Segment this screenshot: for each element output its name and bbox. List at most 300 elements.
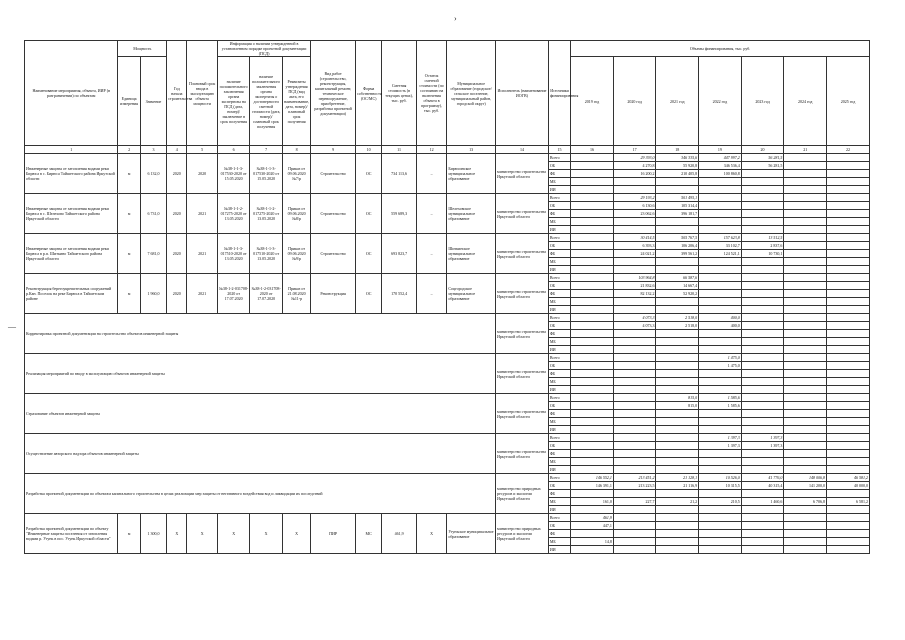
funding-value	[784, 218, 827, 226]
funding-value	[827, 178, 870, 186]
funding-value	[613, 442, 656, 450]
funding-value	[827, 250, 870, 258]
funding-value	[699, 282, 742, 290]
project-ownership: МС	[355, 514, 381, 554]
funding-value	[656, 338, 699, 346]
funding-value	[827, 314, 870, 322]
executor: министерство природных ресурсов и экологии Иркутской области	[496, 514, 549, 554]
funding-value	[784, 186, 827, 194]
funding-value	[827, 258, 870, 266]
funding-value	[827, 506, 870, 514]
project-estimate-cost: 461,9	[382, 514, 417, 554]
funding-value: 1 397,3	[741, 442, 784, 450]
funding-source: ФБ	[548, 530, 570, 538]
funding-value: 447,1	[571, 522, 614, 530]
column-number: 4	[167, 146, 187, 154]
project-doc-b: №38-1-1-3-017510-2020 от 13.05.2020	[250, 234, 282, 274]
funding-value	[741, 410, 784, 418]
header-name: Наименование мероприятия, объекта, ИИР (в разграничении) по объектам	[25, 41, 118, 146]
funding-value	[784, 290, 827, 298]
funding-value	[784, 202, 827, 210]
funding-value	[784, 234, 827, 242]
column-number: 5	[187, 146, 217, 154]
column-number: 22	[827, 146, 870, 154]
funding-value	[741, 258, 784, 266]
funding-value	[741, 450, 784, 458]
project-year-commission: 2020	[187, 154, 217, 194]
header-docs-a: наличие положительного заключения органа экспертизы на ПСД (дата, номер)/заключение в срок получения	[217, 57, 249, 146]
header-funding: Объемы финансирования, тыс. руб.	[571, 41, 870, 57]
funding-value	[613, 490, 656, 498]
funding-value	[784, 514, 827, 522]
funding-value	[656, 266, 699, 274]
funding-value: 400,0	[699, 322, 742, 330]
column-number: 3	[140, 146, 166, 154]
funding-value: 1 397,3	[699, 434, 742, 442]
funding-value	[741, 506, 784, 514]
funding-value: 10 526,0	[699, 474, 742, 482]
header-work-type: Вид работ (строительство, реконструкция, капитальный ремонт, техническое перевооружение, приобретение, разработка проектной документации)	[311, 41, 356, 146]
funding-value	[656, 506, 699, 514]
funding-source: ОБ	[548, 202, 570, 210]
funding-value: 55 920,8	[656, 162, 699, 170]
funding-value	[571, 162, 614, 170]
funding-value	[741, 314, 784, 322]
funding-source: ОБ	[548, 362, 570, 370]
project-year-start: 2020	[167, 194, 187, 234]
funding-value	[656, 458, 699, 466]
funding-source: Всего	[548, 154, 570, 162]
funding-value	[613, 458, 656, 466]
column-number: 20	[741, 146, 784, 154]
funding-value	[613, 386, 656, 394]
funding-value: 13 512,5	[741, 234, 784, 242]
funding-value	[741, 210, 784, 218]
column-number: 10	[355, 146, 381, 154]
project-year-commission: 2021	[187, 234, 217, 274]
project-year-commission: X	[187, 514, 217, 554]
funding-value	[827, 426, 870, 434]
funding-value	[571, 210, 614, 218]
funding-value: 4 270,8	[613, 162, 656, 170]
funding-value: 6 706,8	[784, 498, 827, 506]
funding-value	[656, 330, 699, 338]
funding-value	[827, 186, 870, 194]
funding-value	[613, 538, 656, 546]
funding-source: МБ	[548, 218, 570, 226]
funding-value	[784, 330, 827, 338]
funding-value	[741, 490, 784, 498]
measure-name: Реализация мероприятий по вводу в эксплуатацию объектов инженерной защиты	[25, 354, 496, 394]
funding-value	[699, 194, 742, 202]
funding-value	[741, 426, 784, 434]
project-doc-c: Приказ от 09.06.2020 №8/р	[282, 194, 310, 234]
funding-value	[827, 242, 870, 250]
project-name: Инженерные защиты от затопления водами реки Бирюса в р.п. Шиткино Тайшетского района Иркутской области	[25, 234, 118, 274]
table-row	[25, 514, 870, 522]
funding-value: 10 730,1	[741, 250, 784, 258]
funding-value: 82 132,2	[613, 290, 656, 298]
funding-value	[571, 258, 614, 266]
funding-value: 141 200,0	[784, 482, 827, 490]
funding-value: 1 397,3	[699, 442, 742, 450]
funding-value	[656, 218, 699, 226]
funding-value	[699, 506, 742, 514]
funding-value	[741, 394, 784, 402]
funding-value	[741, 202, 784, 210]
header-year-2020: 2020 год	[613, 57, 656, 146]
funding-value	[571, 218, 614, 226]
funding-value	[613, 434, 656, 442]
funding-value	[699, 546, 742, 554]
column-number: 8	[282, 146, 310, 154]
funding-value	[656, 434, 699, 442]
funding-value	[571, 330, 614, 338]
funding-value	[571, 506, 614, 514]
funding-value	[613, 530, 656, 538]
funding-value	[613, 522, 656, 530]
funding-value	[827, 322, 870, 330]
project-unit: м	[118, 234, 140, 274]
funding-value	[741, 282, 784, 290]
funding-source: ОБ	[548, 322, 570, 330]
funding-value	[571, 290, 614, 298]
project-doc-a: X	[217, 514, 249, 554]
funding-value	[741, 186, 784, 194]
funding-value	[613, 346, 656, 354]
funding-value	[656, 522, 699, 530]
project-ownership: ОС	[355, 274, 381, 314]
header-year-start: Год начала строительства	[167, 41, 187, 146]
funding-value	[571, 266, 614, 274]
project-doc-c: Приказ от 09.06.2020 №9/р	[282, 234, 310, 274]
funding-value	[741, 298, 784, 306]
funding-value	[656, 410, 699, 418]
funding-source: МБ	[548, 498, 570, 506]
funding-value	[827, 466, 870, 474]
funding-value	[571, 386, 614, 394]
funding-value	[741, 170, 784, 178]
funding-source: МБ	[548, 298, 570, 306]
investment-program-table	[24, 40, 870, 554]
funding-value	[613, 258, 656, 266]
funding-source: ОБ	[548, 402, 570, 410]
funding-value	[613, 226, 656, 234]
funding-source: МБ	[548, 258, 570, 266]
funding-value	[827, 546, 870, 554]
project-doc-c: X	[282, 514, 310, 554]
funding-value	[784, 530, 827, 538]
funding-value	[827, 346, 870, 354]
funding-value	[827, 226, 870, 234]
funding-value	[699, 530, 742, 538]
funding-value: 21,2	[656, 498, 699, 506]
funding-value	[656, 538, 699, 546]
funding-value	[571, 346, 614, 354]
funding-source: Всего	[548, 394, 570, 402]
funding-value	[827, 282, 870, 290]
project-capacity: 6 132,0	[140, 154, 166, 194]
funding-value: 21 832,6	[613, 282, 656, 290]
column-number: 17	[613, 146, 656, 154]
funding-value: 106 206,4	[656, 242, 699, 250]
funding-value	[571, 378, 614, 386]
executor: министерство строительства Иркутской области	[496, 354, 549, 394]
funding-value: 146 552,1	[571, 474, 614, 482]
column-number: 15	[548, 146, 570, 154]
column-number: 7	[250, 146, 282, 154]
funding-value: 100 860,8	[699, 170, 742, 178]
funding-value	[741, 402, 784, 410]
funding-value	[571, 442, 614, 450]
project-doc-a: №38-1-1-2-017275-2020 от 13.05.2020	[217, 194, 249, 234]
header-year-2023: 2023 год	[741, 57, 784, 146]
funding-value	[784, 170, 827, 178]
funding-value	[784, 154, 827, 162]
funding-value: 46 581,2	[827, 474, 870, 482]
funding-value	[827, 362, 870, 370]
project-year-commission: 2021	[187, 194, 217, 234]
funding-value	[784, 426, 827, 434]
funding-value	[827, 450, 870, 458]
column-number: 1	[25, 146, 118, 154]
funding-value: 157 623,8	[699, 234, 742, 242]
header-value: Значение	[140, 57, 166, 146]
project-work-type: Строительство	[311, 194, 356, 234]
funding-source: Всего	[548, 234, 570, 242]
funding-value	[571, 394, 614, 402]
funding-source: Всего	[548, 314, 570, 322]
funding-value	[827, 434, 870, 442]
funding-value	[699, 330, 742, 338]
measure-name: Разработка проектной документации по объектам капитального строительства в целях реализации мер защиты от негативного воздействия вод и ликвидации их последствий	[25, 474, 496, 514]
funding-value	[827, 370, 870, 378]
funding-value	[571, 418, 614, 426]
column-number: 2	[118, 146, 140, 154]
funding-value	[827, 154, 870, 162]
funding-value: 161,0	[571, 498, 614, 506]
project-doc-c: Приказ от 21.08.2020 №11-р	[282, 274, 310, 314]
table-body	[25, 154, 870, 554]
funding-value: 447 997,2	[699, 154, 742, 162]
funding-value: 1 585,6	[699, 394, 742, 402]
table-row	[25, 274, 870, 282]
funding-value	[571, 546, 614, 554]
header-capacity: Мощность	[118, 41, 167, 57]
funding-value	[741, 330, 784, 338]
funding-value	[571, 354, 614, 362]
funding-value	[613, 410, 656, 418]
funding-value	[784, 538, 827, 546]
project-doc-b: №38-1-2-031708-2020 от 17.07.2020	[250, 274, 282, 314]
funding-value	[656, 442, 699, 450]
funding-value	[699, 490, 742, 498]
funding-source: ИИ	[548, 306, 570, 314]
funding-value: 6 393,3	[613, 242, 656, 250]
project-name: Инженерные защиты от затопления водами реки Бирюса в с. Шелехово Тайшетского района Иркутской области	[25, 194, 118, 234]
table-row	[25, 434, 870, 442]
funding-value	[571, 154, 614, 162]
funding-value	[741, 274, 784, 282]
funding-value	[784, 394, 827, 402]
header-docs-b: наличие положительного заключения органа экспертизы о достоверности сметной стоимости (дата, номер)/ плановый срок получения	[250, 57, 282, 146]
funding-value	[827, 490, 870, 498]
funding-value: 346 536,4	[699, 162, 742, 170]
project-estimate-cost: 559 689,3	[382, 194, 417, 234]
funding-value	[741, 418, 784, 426]
funding-value	[784, 362, 827, 370]
project-doc-a: №38-1-2-031708-2020 от 17.07.2020	[217, 274, 249, 314]
funding-value	[699, 410, 742, 418]
funding-source: ОБ	[548, 282, 570, 290]
project-unit: м	[118, 274, 140, 314]
funding-value	[571, 250, 614, 258]
column-number: 14	[496, 146, 549, 154]
column-number: 16	[571, 146, 614, 154]
funding-value: 210 405,8	[656, 170, 699, 178]
funding-value	[571, 402, 614, 410]
funding-value	[613, 402, 656, 410]
project-municipality: Шиткинское муниципальное образование	[447, 234, 496, 274]
funding-value	[699, 290, 742, 298]
funding-value	[571, 194, 614, 202]
funding-value: 40 315,4	[741, 482, 784, 490]
project-doc-a: №38-1-1-3-017510-2020 от 13.05.2020	[217, 234, 249, 274]
executor: министерство строительства Иркутской области	[496, 194, 549, 234]
funding-value	[784, 298, 827, 306]
funding-value	[656, 354, 699, 362]
column-number: 21	[784, 146, 827, 154]
funding-value	[784, 506, 827, 514]
funding-value	[827, 170, 870, 178]
funding-value	[699, 186, 742, 194]
funding-value	[613, 354, 656, 362]
funding-value	[827, 338, 870, 346]
funding-value	[571, 338, 614, 346]
funding-value: 2 518,0	[656, 322, 699, 330]
project-municipality: Бирюсинское муниципальное образование	[447, 154, 496, 194]
funding-value	[827, 522, 870, 530]
funding-value	[741, 538, 784, 546]
funding-value	[656, 178, 699, 186]
funding-value	[784, 306, 827, 314]
funding-value	[571, 178, 614, 186]
funding-source: Всего	[548, 274, 570, 282]
funding-value	[656, 426, 699, 434]
funding-value	[571, 306, 614, 314]
funding-source: ИИ	[548, 426, 570, 434]
funding-value	[571, 362, 614, 370]
funding-source: Всего	[548, 194, 570, 202]
project-capacity: 1 300,0	[140, 514, 166, 554]
funding-value: 4 073,3	[613, 314, 656, 322]
funding-value	[827, 330, 870, 338]
column-number: 11	[382, 146, 417, 154]
project-estimate-cost: 170 552,4	[382, 274, 417, 314]
funding-value	[656, 386, 699, 394]
header-ownership: Форма собственности (ОС/МС)	[355, 41, 381, 146]
funding-value	[784, 378, 827, 386]
header-estimate-cost: Сметная стоимость (в текущих ценах), тыс. руб.	[382, 41, 417, 146]
funding-source: ИИ	[548, 506, 570, 514]
measure-name: Корректировка проектной документации на строительство объектов инженерной защиты	[25, 314, 496, 354]
funding-value	[656, 362, 699, 370]
funding-source: Всего	[548, 514, 570, 522]
funding-source: МБ	[548, 418, 570, 426]
funding-value	[613, 378, 656, 386]
funding-value	[656, 346, 699, 354]
funding-value: 41 776,0	[741, 474, 784, 482]
column-number: 9	[311, 146, 356, 154]
funding-value	[784, 282, 827, 290]
funding-value	[656, 186, 699, 194]
funding-value	[571, 322, 614, 330]
funding-source: ФБ	[548, 170, 570, 178]
funding-source: МБ	[548, 458, 570, 466]
project-remaining-cost: –	[416, 154, 446, 194]
executor: министерство строительства Иркутской области	[496, 394, 549, 434]
funding-value	[699, 466, 742, 474]
funding-value: 66 587,6	[656, 274, 699, 282]
project-name: Разработка проектной документации по объекту "Инженерные защиты поселения от затопления водами р. Угунь в пос. Угунь Иркутской области"	[25, 514, 118, 554]
funding-value: 105 314,4	[656, 202, 699, 210]
funding-value	[613, 506, 656, 514]
funding-value: 52 920,2	[656, 290, 699, 298]
funding-value	[784, 266, 827, 274]
executor: министерство природных ресурсов и экологии Иркутской области	[496, 474, 549, 514]
funding-value	[656, 370, 699, 378]
funding-source: ФБ	[548, 330, 570, 338]
funding-value: 146 391,1	[571, 482, 614, 490]
funding-value	[571, 450, 614, 458]
funding-value	[784, 450, 827, 458]
funding-value	[784, 242, 827, 250]
funding-value	[784, 546, 827, 554]
project-capacity: 7 681,0	[140, 234, 166, 274]
funding-source: ИИ	[548, 226, 570, 234]
funding-source: МБ	[548, 338, 570, 346]
funding-value: 1 460,6	[741, 498, 784, 506]
header-docs: Информация о наличии утвержденной в установленном порядке проектной документации (ПСД)	[217, 41, 310, 57]
funding-value	[699, 386, 742, 394]
project-ownership: ОС	[355, 194, 381, 234]
funding-value	[784, 226, 827, 234]
funding-value	[571, 458, 614, 466]
executor: министерство строительства Иркутской области	[496, 154, 549, 194]
funding-source: ФБ	[548, 370, 570, 378]
funding-value	[699, 178, 742, 186]
funding-value	[827, 442, 870, 450]
column-number: 19	[699, 146, 742, 154]
funding-value	[784, 162, 827, 170]
funding-value	[656, 226, 699, 234]
funding-source: ФБ	[548, 210, 570, 218]
funding-value	[699, 450, 742, 458]
funding-source: ИИ	[548, 546, 570, 554]
funding-value	[741, 266, 784, 274]
project-municipality: Шелеховское муниципальное образование	[447, 194, 496, 234]
project-unit: м	[118, 154, 140, 194]
funding-value	[571, 282, 614, 290]
funding-value	[741, 306, 784, 314]
funding-value	[784, 346, 827, 354]
funding-value	[741, 178, 784, 186]
funding-value	[741, 194, 784, 202]
funding-value: 33 102,7	[699, 242, 742, 250]
executor: министерство строительства Иркутской области	[496, 434, 549, 474]
funding-value	[827, 538, 870, 546]
funding-value	[827, 514, 870, 522]
